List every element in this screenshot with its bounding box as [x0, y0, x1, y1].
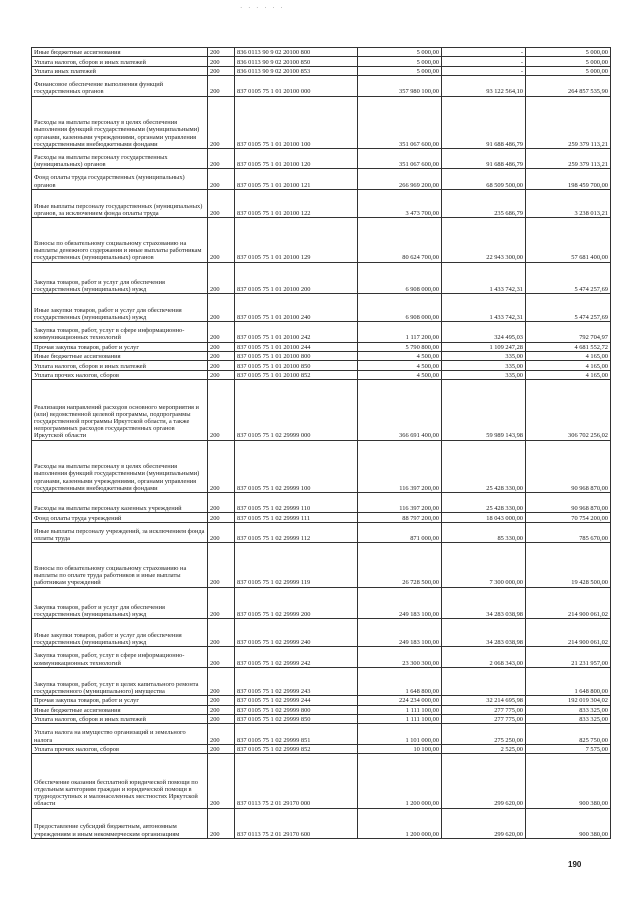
row-code: 200: [208, 696, 235, 705]
row-name: Закупка товаров, работ и услуг для обеспечения государственных (муниципальных) нужд: [32, 262, 208, 293]
table-row: [32, 189, 611, 217]
row-name: Иные бюджетные ассигнования: [32, 48, 208, 57]
table-row: [32, 696, 611, 705]
row-rest: 214 900 061,02: [526, 587, 611, 618]
row-plan: 266 969 200,00: [358, 169, 442, 189]
row-kbk: 837 0105 75 1 01 20100 120: [235, 148, 358, 168]
row-done: 277 775,00: [442, 714, 526, 723]
row-rest: 259 379 113,21: [526, 96, 611, 148]
row-code: 200: [208, 522, 235, 542]
row-kbk: 837 0105 75 1 02 29999 851: [235, 724, 358, 744]
row-code: 200: [208, 714, 235, 723]
row-done: 277 775,00: [442, 705, 526, 714]
table-row: [32, 647, 611, 667]
row-plan: 351 067 600,00: [358, 96, 442, 148]
row-rest: 90 968 870,00: [526, 440, 611, 492]
row-done: 7 300 000,00: [442, 543, 526, 587]
row-kbk: 837 0105 75 1 01 20100 242: [235, 322, 358, 342]
row-name: Уплата иных платежей: [32, 66, 208, 75]
row-rest: 306 702 256,02: [526, 380, 611, 440]
table-row: [32, 66, 611, 75]
row-code: 200: [208, 808, 235, 838]
row-name: Взносы по обязательному социальному страхованию на выплаты денежного содержания и иные выплаты работникам государственных (муниципальных) органов: [32, 218, 208, 262]
table-row: [32, 380, 611, 440]
table-row: [32, 342, 611, 351]
row-done: 335,00: [442, 361, 526, 370]
row-plan: 5 000,00: [358, 66, 442, 75]
row-code: 200: [208, 361, 235, 370]
row-kbk: 837 0105 75 1 02 29999 200: [235, 587, 358, 618]
row-done: 335,00: [442, 352, 526, 361]
row-rest: 57 681 400,00: [526, 218, 611, 262]
table-row: [32, 744, 611, 753]
row-code: 200: [208, 667, 235, 695]
row-plan: 5 000,00: [358, 48, 442, 57]
row-rest: 900 380,00: [526, 754, 611, 808]
row-done: [442, 667, 526, 695]
row-name: Прочая закупка товаров, работ и услуг: [32, 342, 208, 351]
row-code: 200: [208, 370, 235, 379]
row-kbk: 837 0105 75 1 02 29999 119: [235, 543, 358, 587]
row-plan: 88 797 200,00: [358, 513, 442, 522]
row-code: 200: [208, 493, 235, 513]
row-plan: 6 908 000,00: [358, 262, 442, 293]
row-code: 200: [208, 647, 235, 667]
row-plan: 357 980 100,00: [358, 76, 442, 96]
row-rest: 1 648 800,00: [526, 667, 611, 695]
row-code: 200: [208, 352, 235, 361]
row-plan: 1 101 000,00: [358, 724, 442, 744]
row-done: 32 214 695,98: [442, 696, 526, 705]
row-done: 22 943 300,00: [442, 218, 526, 262]
row-done: 34 283 038,98: [442, 587, 526, 618]
row-kbk: 837 0105 75 1 02 29999 244: [235, 696, 358, 705]
row-plan: 224 234 000,00: [358, 696, 442, 705]
row-kbk: 837 0105 75 1 01 20100 800: [235, 352, 358, 361]
scan-artifacts: · · · · · ·: [240, 4, 285, 12]
row-name: Закупка товаров, работ, услуг в сфере информационно-коммуникационных технологий: [32, 647, 208, 667]
row-code: 200: [208, 218, 235, 262]
row-plan: 4 500,00: [358, 352, 442, 361]
row-kbk: 837 0105 75 1 02 29999 242: [235, 647, 358, 667]
table-row: [32, 262, 611, 293]
row-plan: 26 728 500,00: [358, 543, 442, 587]
row-code: 200: [208, 76, 235, 96]
row-rest: 825 750,00: [526, 724, 611, 744]
row-code: 200: [208, 744, 235, 753]
table-row: [32, 667, 611, 695]
row-plan: 1 111 100,00: [358, 705, 442, 714]
row-name: Прочая закупка товаров, работ и услуг: [32, 696, 208, 705]
row-name: Иные закупки товаров, работ и услуг для обеспечения государственных (муниципальных) нужд: [32, 293, 208, 321]
row-name: Реализация направлений расходов основного мероприятия и (или) ведомственной целевой программы, подпрограммы государственной программы Иркутской области, а также непрограммных расходов государственных органов Иркутской области: [32, 380, 208, 440]
row-kbk: 836 0113 90 9 02 20100 850: [235, 57, 358, 66]
row-rest: 5 000,00: [526, 48, 611, 57]
row-plan: 249 183 100,00: [358, 618, 442, 646]
row-name: Фонд оплаты труда государственных (муниципальных) органов: [32, 169, 208, 189]
row-plan: 1 111 100,00: [358, 714, 442, 723]
row-done: -: [442, 48, 526, 57]
row-plan: 1 200 000,00: [358, 754, 442, 808]
row-plan: 366 691 400,00: [358, 380, 442, 440]
table-row: [32, 48, 611, 57]
row-plan: 80 624 700,00: [358, 218, 442, 262]
row-name: Уплата прочих налогов, сборов: [32, 744, 208, 753]
budget-execution-table: [31, 47, 611, 839]
row-rest: 4 165,00: [526, 370, 611, 379]
row-name: Расходы на выплаты персоналу казенных учреждений: [32, 493, 208, 513]
row-name: Закупка товаров, работ, услуг в целях капитального ремонта государственного (муниципального) имущества: [32, 667, 208, 695]
row-plan: 10 100,00: [358, 744, 442, 753]
row-rest: 7 575,00: [526, 744, 611, 753]
table-row: [32, 361, 611, 370]
row-plan: 1 117 200,00: [358, 322, 442, 342]
row-code: 200: [208, 262, 235, 293]
row-kbk: 837 0105 75 1 02 29999 110: [235, 493, 358, 513]
table-row: [32, 808, 611, 838]
table-row: [32, 618, 611, 646]
row-plan: 1 648 800,00: [358, 667, 442, 695]
row-name: Уплата налогов, сборов и иных платежей: [32, 57, 208, 66]
row-name: Фонд оплаты труда учреждений: [32, 513, 208, 522]
row-code: 200: [208, 189, 235, 217]
table-row: [32, 724, 611, 744]
row-kbk: 837 0105 75 1 02 29999 112: [235, 522, 358, 542]
row-kbk: 837 0105 75 1 01 20100 200: [235, 262, 358, 293]
table-row: [32, 513, 611, 522]
row-done: 2 525,00: [442, 744, 526, 753]
row-kbk: 837 0105 75 1 02 29999 243: [235, 667, 358, 695]
row-kbk: 837 0105 75 1 01 20100 129: [235, 218, 358, 262]
row-done: 25 428 330,00: [442, 493, 526, 513]
row-code: 200: [208, 543, 235, 587]
table-row: [32, 754, 611, 808]
row-kbk: 837 0105 75 1 01 20100 850: [235, 361, 358, 370]
row-plan: 116 397 200,00: [358, 493, 442, 513]
row-done: -: [442, 66, 526, 75]
row-kbk: 837 0105 75 1 01 20100 121: [235, 169, 358, 189]
row-code: 200: [208, 66, 235, 75]
row-rest: 192 019 304,02: [526, 696, 611, 705]
row-plan: 1 200 000,00: [358, 808, 442, 838]
table-row: [32, 705, 611, 714]
row-name: Расходы на выплаты персоналу в целях обеспечения выполнения функций государственными (муниципальными) органами, казенными учреждениями, органами управления государственными внебюджетными фондами: [32, 440, 208, 492]
row-done: 1 433 742,31: [442, 262, 526, 293]
row-name: Иные выплаты персоналу учреждений, за исключением фонда оплаты труда: [32, 522, 208, 542]
row-done: 59 989 143,98: [442, 380, 526, 440]
row-rest: 198 459 700,00: [526, 169, 611, 189]
table-body: [32, 48, 611, 839]
row-rest: 21 231 957,00: [526, 647, 611, 667]
row-name: Закупка товаров, работ, услуг в сфере информационно-коммуникационных технологий: [32, 322, 208, 342]
row-rest: 3 238 013,21: [526, 189, 611, 217]
row-code: 200: [208, 342, 235, 351]
row-done: 324 495,03: [442, 322, 526, 342]
row-kbk: 837 0113 75 2 01 29170 600: [235, 808, 358, 838]
row-code: 200: [208, 754, 235, 808]
row-plan: 116 397 200,00: [358, 440, 442, 492]
row-code: 200: [208, 440, 235, 492]
row-name: Иные бюджетные ассигнования: [32, 352, 208, 361]
table-row: [32, 587, 611, 618]
row-rest: 5 000,00: [526, 57, 611, 66]
row-done: 93 122 564,10: [442, 76, 526, 96]
row-kbk: 837 0105 75 1 01 20100 852: [235, 370, 358, 379]
row-name: Уплата налога на имущество организаций и земельного налога: [32, 724, 208, 744]
row-code: 200: [208, 322, 235, 342]
row-code: 200: [208, 148, 235, 168]
row-rest: 4 165,00: [526, 361, 611, 370]
row-code: 200: [208, 293, 235, 321]
row-rest: 259 379 113,21: [526, 148, 611, 168]
row-kbk: 836 0113 90 9 02 20100 853: [235, 66, 358, 75]
table-row: [32, 322, 611, 342]
table-row: [32, 352, 611, 361]
row-kbk: 837 0105 75 1 02 29999 800: [235, 705, 358, 714]
row-name: Закупка товаров, работ и услуг для обеспечения государственных (муниципальных) нужд: [32, 587, 208, 618]
row-name: Уплата налогов, сборов и иных платежей: [32, 714, 208, 723]
row-done: 2 068 343,00: [442, 647, 526, 667]
table-row: [32, 370, 611, 379]
row-done: 68 509 500,00: [442, 169, 526, 189]
row-name: Уплата налогов, сборов и иных платежей: [32, 361, 208, 370]
row-code: 200: [208, 618, 235, 646]
row-name: Предоставление субсидий бюджетным, автономным учреждениям и иным некоммерческим организациям: [32, 808, 208, 838]
row-code: 200: [208, 48, 235, 57]
row-code: 200: [208, 380, 235, 440]
row-code: 200: [208, 724, 235, 744]
row-name: Иные выплаты персоналу государственных (муниципальных) органов, за исключением фонда оплаты труда: [32, 189, 208, 217]
row-kbk: 837 0105 75 1 02 29999 850: [235, 714, 358, 723]
row-rest: 4 165,00: [526, 352, 611, 361]
page-number: 190: [568, 860, 582, 869]
row-plan: 4 500,00: [358, 361, 442, 370]
row-done: 18 043 000,00: [442, 513, 526, 522]
table-row: [32, 522, 611, 542]
row-rest: 4 681 552,72: [526, 342, 611, 351]
row-plan: 249 183 100,00: [358, 587, 442, 618]
row-name: Взносы по обязательному социальному страхованию на выплаты по оплате труда работников и иные выплаты работникам учреждений: [32, 543, 208, 587]
row-code: 200: [208, 96, 235, 148]
row-name: Расходы на выплаты персоналу в целях обеспечения выполнения функций государственными (муниципальными) органами, казенными учреждениями, органами управления государственными внебюджетными фондами: [32, 96, 208, 148]
row-kbk: 837 0105 75 1 01 20100 122: [235, 189, 358, 217]
row-plan: 5 000,00: [358, 57, 442, 66]
row-rest: 785 670,00: [526, 522, 611, 542]
table-row: [32, 293, 611, 321]
row-kbk: 837 0113 75 2 01 29170 000: [235, 754, 358, 808]
table-row: [32, 169, 611, 189]
row-kbk: 837 0105 75 1 01 20100 100: [235, 96, 358, 148]
row-plan: 6 908 000,00: [358, 293, 442, 321]
table-row: [32, 714, 611, 723]
row-done: 299 620,00: [442, 754, 526, 808]
row-done: 235 686,79: [442, 189, 526, 217]
row-rest: 792 704,97: [526, 322, 611, 342]
row-name: Расходы на выплаты персоналу государственных (муниципальных) органов: [32, 148, 208, 168]
table-row: [32, 543, 611, 587]
row-name: Финансовое обеспечение выполнения функций государственных органов: [32, 76, 208, 96]
row-kbk: 837 0105 75 1 02 29999 240: [235, 618, 358, 646]
row-done: 25 428 330,00: [442, 440, 526, 492]
row-done: 335,00: [442, 370, 526, 379]
row-rest: 70 754 200,00: [526, 513, 611, 522]
row-plan: 23 300 300,00: [358, 647, 442, 667]
row-code: 200: [208, 587, 235, 618]
row-done: 1 109 247,28: [442, 342, 526, 351]
row-plan: 5 790 800,00: [358, 342, 442, 351]
row-rest: 90 968 870,00: [526, 493, 611, 513]
row-plan: 3 473 700,00: [358, 189, 442, 217]
row-kbk: 837 0105 75 1 02 29999 000: [235, 380, 358, 440]
row-plan: 351 067 600,00: [358, 148, 442, 168]
row-rest: 264 857 535,90: [526, 76, 611, 96]
row-name: Обеспечение оказания бесплатной юридической помощи по отдельным категориям граждан и юридической помощи в труднодоступных и малонаселенных местностях Иркутской области: [32, 754, 208, 808]
row-rest: 5 474 257,69: [526, 262, 611, 293]
row-done: 1 433 742,31: [442, 293, 526, 321]
row-done: 34 283 038,98: [442, 618, 526, 646]
row-plan: 4 500,00: [358, 370, 442, 379]
row-rest: 214 900 061,02: [526, 618, 611, 646]
table-row: [32, 57, 611, 66]
table-row: [32, 76, 611, 96]
row-done: 299 620,00: [442, 808, 526, 838]
row-code: 200: [208, 513, 235, 522]
row-name: Уплата прочих налогов, сборов: [32, 370, 208, 379]
table-row: [32, 493, 611, 513]
row-done: -: [442, 57, 526, 66]
row-rest: 833 325,00: [526, 705, 611, 714]
row-code: 200: [208, 169, 235, 189]
row-kbk: 836 0113 90 9 02 20100 800: [235, 48, 358, 57]
row-rest: 5 000,00: [526, 66, 611, 75]
row-code: 200: [208, 705, 235, 714]
row-kbk: 837 0105 75 1 01 20100 000: [235, 76, 358, 96]
table-row: [32, 148, 611, 168]
row-done: 85 330,00: [442, 522, 526, 542]
row-kbk: 837 0105 75 1 02 29999 100: [235, 440, 358, 492]
row-name: Иные закупки товаров, работ и услуг для обеспечения государственных (муниципальных) нужд: [32, 618, 208, 646]
row-kbk: 837 0105 75 1 01 20100 240: [235, 293, 358, 321]
row-plan: 871 000,00: [358, 522, 442, 542]
row-kbk: 837 0105 75 1 02 29999 852: [235, 744, 358, 753]
row-rest: 900 380,00: [526, 808, 611, 838]
table-row: [32, 96, 611, 148]
row-done: 91 688 486,79: [442, 148, 526, 168]
row-name: Иные бюджетные ассигнования: [32, 705, 208, 714]
row-rest: 19 428 500,00: [526, 543, 611, 587]
row-kbk: 837 0105 75 1 02 29999 111: [235, 513, 358, 522]
row-code: 200: [208, 57, 235, 66]
row-rest: 5 474 257,69: [526, 293, 611, 321]
table-row: [32, 440, 611, 492]
row-rest: 833 325,00: [526, 714, 611, 723]
row-done: 91 688 486,79: [442, 96, 526, 148]
row-done: 275 250,00: [442, 724, 526, 744]
table-row: [32, 218, 611, 262]
row-kbk: 837 0105 75 1 01 20100 244: [235, 342, 358, 351]
